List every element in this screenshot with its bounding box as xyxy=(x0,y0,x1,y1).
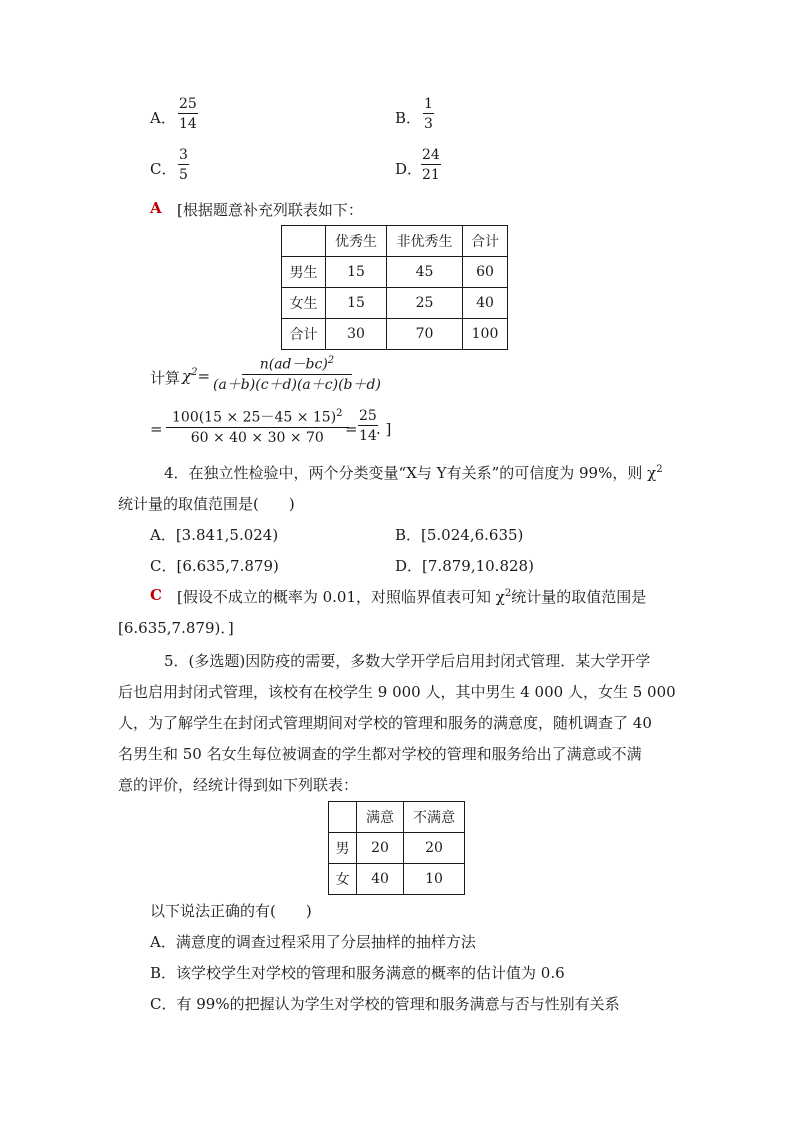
fraction-denominator: 5 xyxy=(179,167,188,183)
fraction-denominator: 21 xyxy=(422,167,440,183)
table-cell: 20 xyxy=(404,833,465,864)
table-cell: 合计 xyxy=(463,226,508,257)
fraction-numerator: 25 xyxy=(179,96,197,112)
fraction-denominator: 3 xyxy=(424,116,433,132)
table-cell: 100 xyxy=(463,319,508,350)
table-row xyxy=(329,864,465,895)
q4-answer-line-2: [6.635,7.879)．] xyxy=(118,619,234,637)
table-row xyxy=(282,288,508,319)
computation-numerator xyxy=(166,409,349,428)
table-cell: 20 xyxy=(357,833,404,864)
q4-stem-text: 4．在独立性检验中，两个分类变量“X与 Y有关系”的可信度为 99%，则 χ xyxy=(164,464,657,482)
chi-exponent: 2 xyxy=(504,588,512,599)
table-row xyxy=(329,833,465,864)
contingency-table-1 xyxy=(281,225,508,350)
table-cell: 30 xyxy=(326,319,387,350)
answer-letter: A xyxy=(150,199,162,217)
table-cell: 女生 xyxy=(282,288,326,319)
result-numerator: 25 xyxy=(359,408,377,424)
q4-option-d: D．[7.879,10.828) xyxy=(395,557,534,575)
computation-denominator: 60 × 40 × 30 × 70 xyxy=(190,429,324,446)
option-d-letter: D． xyxy=(395,160,423,178)
option-c-fraction xyxy=(178,148,189,182)
q5-question: 以下说法正确的有( ) xyxy=(150,902,312,920)
q4-answer-text: [假设不成立的概率为 0.01，对照临界值表可知 χ xyxy=(177,588,505,606)
chi-symbol xyxy=(182,367,210,385)
table-cell xyxy=(282,226,326,257)
table-cell xyxy=(329,802,357,833)
table-cell: 满意 xyxy=(357,802,404,833)
table-cell: 45 xyxy=(387,257,463,288)
table-cell: 女 xyxy=(329,864,357,895)
fraction-numerator: 24 xyxy=(422,147,440,163)
q5-line-4: 名男生和 50 名女生每位被调查的学生都对学校的管理和服务给出了满意或不满 xyxy=(118,745,642,763)
formula-denominator: (a＋b)(c＋d)(a＋c)(b＋d) xyxy=(213,376,381,393)
table-row xyxy=(282,319,508,350)
q5-line-5: 意的评价，经统计得到如下列联表： xyxy=(118,776,359,794)
numerator-text: n(ad－bc) xyxy=(259,356,328,373)
option-a-letter: A． xyxy=(150,109,176,127)
q4-option-c: C．[6.635,7.879) xyxy=(150,557,279,575)
table-cell: 合计 xyxy=(282,319,326,350)
table-row xyxy=(282,257,508,288)
answer-text: [根据题意补充列联表如下： xyxy=(177,201,363,219)
option-c-letter: C． xyxy=(150,160,177,178)
fraction-numerator: 3 xyxy=(179,147,188,163)
table-cell: 非优秀生 xyxy=(387,226,463,257)
table-cell: 优秀生 xyxy=(326,226,387,257)
table-cell: 25 xyxy=(387,288,463,319)
q5-line-3: 人，为了解学生在封闭式管理期间对学校的管理和服务的满意度，随机调查了 40 xyxy=(118,714,652,732)
table-cell: 10 xyxy=(404,864,465,895)
q4-stem-line-2: 统计量的取值范围是( ) xyxy=(118,495,295,513)
fraction-numerator: 1 xyxy=(424,96,433,112)
table-cell: 40 xyxy=(463,288,508,319)
calc-label: 计算 xyxy=(150,369,181,387)
q4-answer-line-1 xyxy=(177,586,646,607)
formula-numerator xyxy=(242,356,352,375)
equals-sign: = xyxy=(150,420,163,438)
option-b-fraction xyxy=(423,97,434,131)
fraction-denominator: 14 xyxy=(179,116,197,132)
numerator-exponent: 2 xyxy=(327,355,335,366)
chi-letter: χ xyxy=(182,367,192,385)
numerator-text: 100(15 × 25－45 × 15) xyxy=(172,409,337,426)
option-a-fraction xyxy=(178,97,198,131)
table-cell: 男生 xyxy=(282,257,326,288)
q4-option-a: A．[3.841,5.024) xyxy=(150,526,279,544)
answer-end: . ] xyxy=(376,420,392,438)
chi-exponent: 2 xyxy=(191,367,198,378)
result-denominator: 14 xyxy=(359,428,377,444)
table-cell: 70 xyxy=(387,319,463,350)
q5-option-b: B．该学校学生对学校的管理和服务满意的概率的估计值为 0.6 xyxy=(150,964,565,982)
table-cell: 60 xyxy=(463,257,508,288)
q4-answer-letter: C xyxy=(150,586,162,604)
chi-square-result xyxy=(358,409,378,443)
table-cell: 15 xyxy=(326,288,387,319)
q4-option-b: B．[5.024,6.635) xyxy=(395,526,524,544)
table-cell: 40 xyxy=(357,864,404,895)
table-cell: 男 xyxy=(329,833,357,864)
q5-option-c: C．有 99%的把握认为学生对学校的管理和服务满意与否与性别有关系 xyxy=(150,995,620,1013)
numerator-exponent: 2 xyxy=(336,408,343,419)
chi-exponent: 2 xyxy=(656,464,663,475)
table-cell: 15 xyxy=(326,257,387,288)
q5-option-a: A．满意度的调查过程采用了分层抽样的抽样方法 xyxy=(150,933,476,951)
q4-stem-line-1 xyxy=(164,462,663,483)
q4-answer-text-b: 统计量的取值范围是 xyxy=(511,588,647,606)
q5-line-2: 后也启用封闭式管理，该校有在校学生 9 000 人，其中男生 4 000 人，女生 5 000 xyxy=(118,683,676,701)
equals-sign: = xyxy=(345,420,358,438)
option-b-letter: B． xyxy=(395,109,422,127)
chi-square-formula xyxy=(213,356,381,392)
equals-sign: = xyxy=(197,367,211,385)
option-d-fraction xyxy=(421,148,441,182)
q5-line-1: 5．(多选题)因防疫的需要，多数大学开学后启用封闭式管理．某大学开学 xyxy=(164,652,651,670)
contingency-table-2 xyxy=(328,801,465,895)
table-cell: 不满意 xyxy=(404,802,465,833)
chi-square-computation xyxy=(166,409,349,445)
